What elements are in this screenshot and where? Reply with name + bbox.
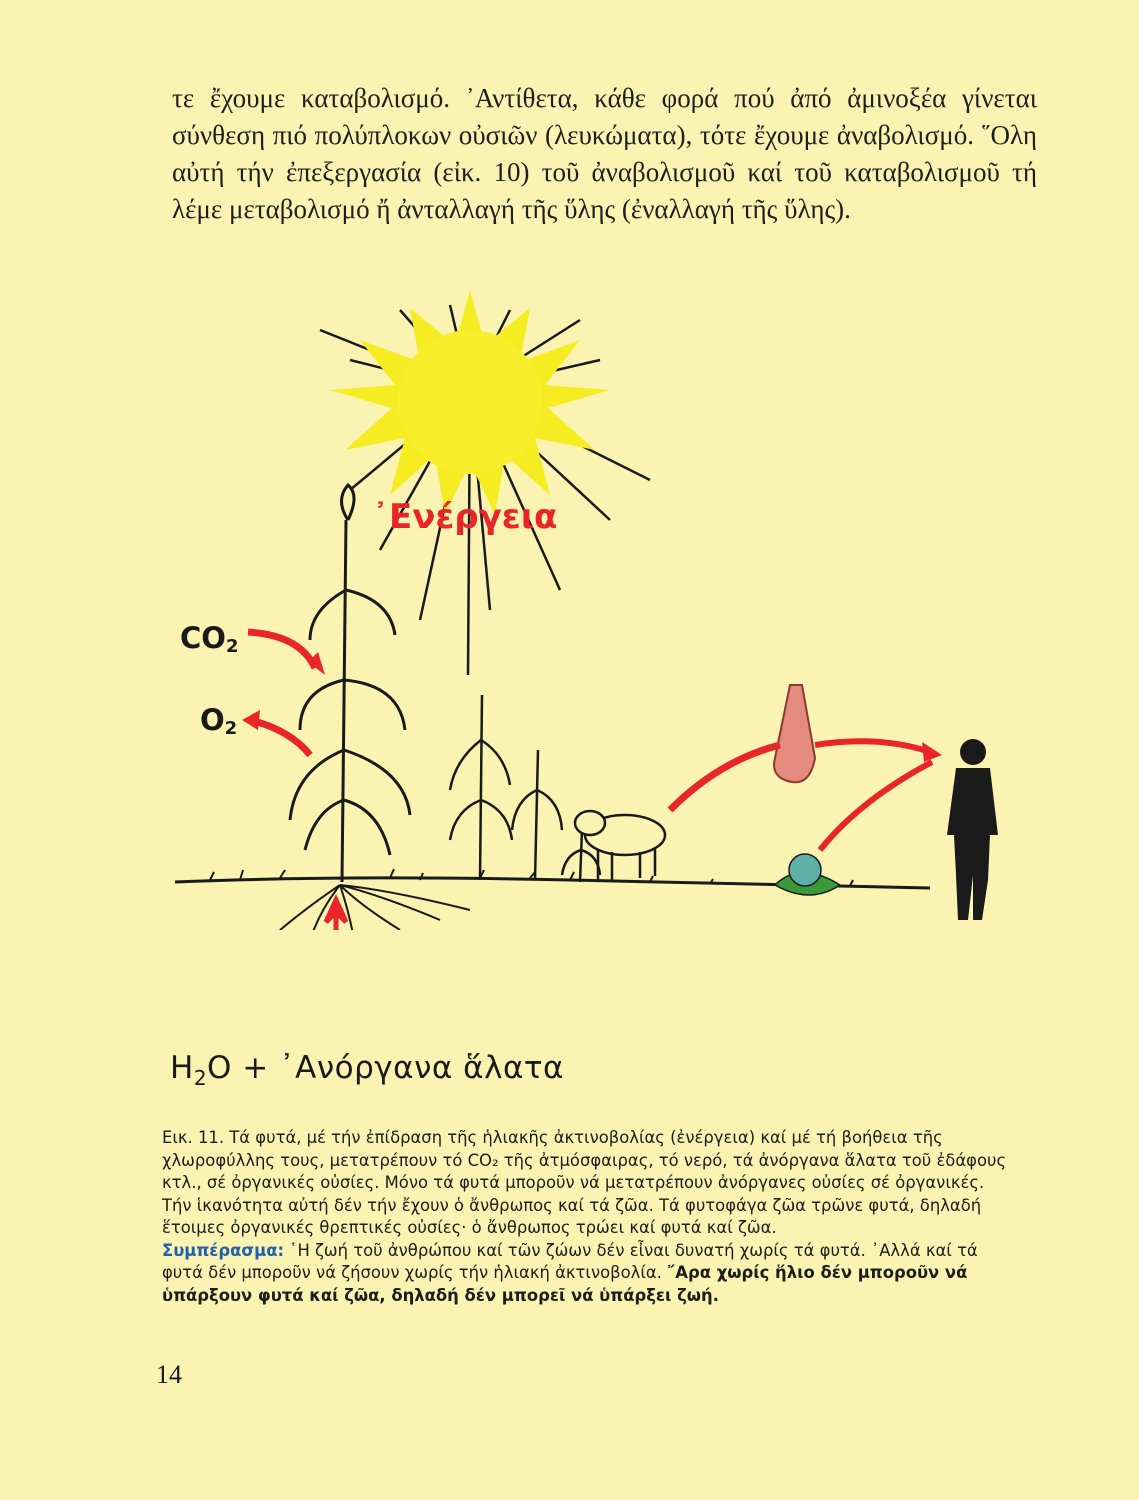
sheep-to-human-arrow: [670, 745, 780, 810]
vegetable-to-human-arrow: [820, 762, 932, 850]
co2-label: CO2: [180, 621, 239, 657]
caption-text: Εικ. 11. Τά φυτά, μέ τήν ἐπίδραση τῆς ἡλιακῆς ἀκτινοβολίας (ἐνέργεια) καί μέ τή βοήθεια τῆς χλωροφύλλης τους, μετατρέπουν τό CO₂ τῆς ἀτμόσφαιρας, τό νερό, τά ἀνόργανα ἅλατα τοῦ ἐδάφους κτλ., σέ ὀργανικές οὐσίες. Μόνο τά φυτά μποροῦν νά μετατρέπουν ἀνόργανες οὐσίες σέ ὀργανικές. Τήν ἱκανότητα αὐτή δέν τήν ἔχουν ὁ ἄνθρωπος καί τά ζῶα. Τά φυτοφάγα ζῶα τρῶνε φυτά, δηλαδή ἕτοιμες ὀργανικές θρεπτικές οὐσίες· ὁ ἄνθρωπος τρώει καί φυτά καί ζῶα.: [162, 1128, 1007, 1237]
meat-to-human-arrow: [815, 741, 930, 752]
co2-arrow: [248, 632, 315, 668]
formula: $H_2O$ + ᾿Ανόργανα ἅλατα: [170, 1050, 564, 1091]
page-number: 14: [156, 1360, 182, 1389]
conclusion-text: ῾Η ζωή τοῦ ἀνθρώπου καί τῶν ζώων δέν εἶναι δυνατή χωρίς τά φυτά. ᾿Αλλά καί τά φυτά δέν μποροῦν νά ζήσουν χωρίς τήν ἡλιακή ἀκτινοβολία.: [162, 1240, 978, 1282]
sheep: [575, 811, 665, 880]
body-paragraph-text: τε ἔχουμε καταβολισμό. ᾿Αντίθετα, κάθε φορά πού ἀπό ἀμινοξέα γίνεται σύνθεση πιό πολύπλοκων οὐσιῶν (λευκώματα), τότε ἔχουμε ἀναβολισμό. ῞Ολη αὐτή τήν ἐπεξεργασία (εἰκ. 10) τοῦ ἀναβολισμοῦ καί τοῦ καταβολισμοῦ τή λέμε μεταβολισμό ἤ ἀνταλλαγή τῆς ὕλης (ἐναλλαγή τῆς ὕλης).: [172, 83, 1037, 224]
water-up-arrow: [326, 900, 346, 930]
vegetable: [775, 854, 840, 895]
tall-corn-plant: [290, 485, 410, 882]
small-corn-plants: [450, 695, 600, 882]
energy-label: ᾿Ενέργεια: [372, 497, 558, 537]
body-paragraph: [172, 80, 1037, 228]
plant-roots: [280, 885, 470, 930]
o2-arrowhead: [242, 710, 260, 730]
figure-caption: [162, 1127, 1014, 1307]
meat-arrowhead: [922, 742, 942, 762]
meat: [774, 685, 815, 782]
photosynthesis-illustration: [150, 290, 1030, 930]
conclusion-bold: ῎Αρα χωρίς ἥλιο δέν μποροῦν νά ὑπάρξουν φυτά καί ζῶα, δηλαδή δέν μπορεῖ νά ὑπάρξει ζωή.: [162, 1263, 968, 1305]
caption-conclusion: [162, 1240, 1014, 1308]
o2-label: O2: [200, 703, 238, 739]
conclusion-label: Συμπέρασμα:: [162, 1240, 285, 1260]
human-silhouette: [947, 739, 998, 920]
